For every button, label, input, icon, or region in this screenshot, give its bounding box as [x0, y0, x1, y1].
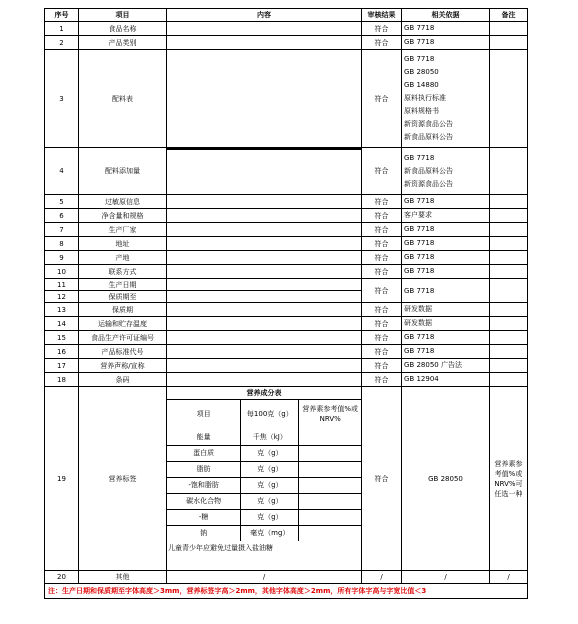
basis-line: GB 28050 广告法	[404, 361, 462, 369]
header-item: 项目	[79, 9, 167, 22]
basis-line: GB 7718	[404, 197, 435, 205]
row-basis	[402, 359, 490, 373]
nutrition-footer: 儿童青少年应避免过量摄入盐油糖	[168, 544, 273, 552]
row-basis	[402, 251, 490, 265]
table-row-11	[45, 279, 528, 291]
row-content	[167, 209, 362, 223]
header-row	[45, 9, 528, 22]
nutrition-row	[167, 477, 361, 493]
nutrition-item-unit: 毫克（mg）	[241, 525, 299, 541]
nutrition-row	[167, 509, 361, 525]
basis-line: GB 7718	[404, 153, 435, 162]
basis-line: 原料执行标准	[404, 94, 446, 102]
row-content	[167, 195, 362, 209]
nutrition-item-name: 碳水化合物	[167, 493, 241, 509]
row-remark	[490, 251, 528, 265]
header-result: 审核结果	[362, 9, 402, 22]
nutrition-col-nrv: 营养素参考值%或NRV%	[299, 399, 361, 429]
row-item: 联系方式	[79, 265, 167, 279]
nutrition-item-nrv	[299, 493, 361, 509]
row-item: 运输和贮存温度	[79, 317, 167, 331]
nutrition-row	[167, 461, 361, 477]
table-row-19	[45, 387, 528, 571]
basis-line: 原料规格书	[404, 107, 439, 115]
row-result: /	[362, 571, 402, 584]
table-row-18	[45, 373, 528, 387]
row-item: 配料表	[79, 50, 167, 148]
basis-line: GB 12904	[404, 375, 439, 383]
table-row-13	[45, 303, 528, 317]
row-remark: /	[490, 571, 528, 584]
nutrition-row	[167, 429, 361, 445]
header-basis: 相关依据	[402, 9, 490, 22]
row-basis	[402, 209, 490, 223]
table-row-4	[45, 148, 528, 195]
row-no: 9	[45, 251, 79, 265]
nutrition-item-unit: 克（g）	[241, 461, 299, 477]
nutrition-item-unit: 克（g）	[241, 477, 299, 493]
row-remark	[490, 237, 528, 251]
nutrition-row	[167, 493, 361, 509]
row-no: 16	[45, 345, 79, 359]
basis-line: GB 14880	[404, 81, 439, 89]
row-content	[167, 22, 362, 36]
review-sheet	[44, 8, 527, 599]
row-item: 产品类别	[79, 36, 167, 50]
note-row	[45, 584, 528, 599]
row-no: 19	[45, 387, 79, 571]
header-remark: 备注	[490, 9, 528, 22]
row-no: 8	[45, 237, 79, 251]
row-result: 符合	[362, 195, 402, 209]
note-text: 注：生产日期和保质期至字体高度＞3mm，营养标签字高＞2mm，其他字体高度＞2mm，所有字体字高与字宽比值＜3	[45, 584, 528, 599]
nutrition-item-name: -糖	[167, 509, 241, 525]
row-result: 符合	[362, 279, 402, 303]
row-remark	[490, 50, 528, 148]
table-row-6	[45, 209, 528, 223]
row-basis	[402, 36, 490, 50]
basis-line: GB 7718	[404, 333, 435, 341]
table-row-5	[45, 195, 528, 209]
basis-line: GB 7718	[404, 38, 435, 46]
row-no: 1	[45, 22, 79, 36]
basis-line: GB 7718	[404, 225, 435, 233]
nutrition-col-item: 项目	[167, 399, 241, 429]
row-item: 条码	[79, 373, 167, 387]
basis-line: 客户要求	[404, 211, 432, 219]
basis-line: GB 7718	[404, 347, 435, 355]
row-content	[167, 223, 362, 237]
row-content	[167, 148, 362, 195]
row-no: 3	[45, 50, 79, 148]
row-content	[167, 345, 362, 359]
row-result: 符合	[362, 387, 402, 571]
row-result: 符合	[362, 359, 402, 373]
basis-line: GB 7718	[404, 24, 435, 32]
basis-line: GB 7718	[404, 267, 435, 275]
row-content	[167, 373, 362, 387]
row-basis: /	[402, 571, 490, 584]
nutrition-item-name: 钠	[167, 525, 241, 541]
row-content	[167, 317, 362, 331]
row-basis	[402, 345, 490, 359]
row-item: 生产日期	[79, 279, 167, 291]
basis-line: GB 7718	[404, 239, 435, 247]
row-content	[167, 50, 362, 148]
table-row-17	[45, 359, 528, 373]
basis-line: GB 7718	[404, 253, 435, 261]
nutrition-item-name: 脂肪	[167, 461, 241, 477]
row-no: 7	[45, 223, 79, 237]
nutrition-title: 营养成分表	[167, 387, 361, 399]
row-content	[167, 359, 362, 373]
nutrition-item-unit: 千焦（kJ）	[241, 429, 299, 445]
table-row-2	[45, 36, 528, 50]
header-content: 内容	[167, 9, 362, 22]
row-item: 营养声称/宣称	[79, 359, 167, 373]
table-row-16	[45, 345, 528, 359]
row-result: 符合	[362, 209, 402, 223]
row-result: 符合	[362, 36, 402, 50]
nutrition-item-nrv	[299, 525, 361, 541]
header-no: 序号	[45, 9, 79, 22]
row-remark	[490, 148, 528, 195]
row-no: 12	[45, 291, 79, 303]
basis-line: 新食品原料公告	[404, 133, 453, 141]
row-item: 生产厂家	[79, 223, 167, 237]
table-row-20	[45, 571, 528, 584]
row-no: 6	[45, 209, 79, 223]
row-result: 符合	[362, 50, 402, 148]
row-remark: 营养素参考值%或NRV%可任选一种	[490, 387, 528, 571]
row-remark	[490, 223, 528, 237]
nutrition-col-per100: 每100克（g）	[241, 399, 299, 429]
nutrition-table	[167, 387, 361, 555]
row-basis: GB 7718	[402, 279, 490, 303]
table-row-8	[45, 237, 528, 251]
row-basis	[402, 148, 490, 195]
row-item: 保质期至	[79, 291, 167, 303]
row-content	[167, 291, 362, 303]
row-no: 20	[45, 571, 79, 584]
row-result: 符合	[362, 237, 402, 251]
row-item: 产品标准代号	[79, 345, 167, 359]
basis-line: 新资源食品公告	[404, 179, 453, 188]
nutrition-row	[167, 525, 361, 541]
row-basis	[402, 237, 490, 251]
basis-line: 新资源食品公告	[404, 120, 453, 128]
row-no: 5	[45, 195, 79, 209]
row-remark	[490, 209, 528, 223]
table-row-15	[45, 331, 528, 345]
row-result: 符合	[362, 223, 402, 237]
row-item: 保质期	[79, 303, 167, 317]
row-item: 食品生产许可证编号	[79, 331, 167, 345]
nutrition-item-nrv	[299, 429, 361, 445]
nutrition-cell	[167, 387, 362, 571]
row-result: 符合	[362, 373, 402, 387]
row-result: 符合	[362, 148, 402, 195]
basis-line: 研发数据	[404, 319, 432, 327]
row-item: 配料添加量	[79, 148, 167, 195]
row-result: 符合	[362, 265, 402, 279]
row-result: 符合	[362, 251, 402, 265]
nutrition-item-name: 能量	[167, 429, 241, 445]
table-row-9	[45, 251, 528, 265]
row-remark	[490, 195, 528, 209]
row-no: 15	[45, 331, 79, 345]
row-content	[167, 279, 362, 291]
row-remark	[490, 359, 528, 373]
row-item: 过敏原信息	[79, 195, 167, 209]
nutrition-item-unit: 克（g）	[241, 509, 299, 525]
row-content	[167, 303, 362, 317]
row-result: 符合	[362, 22, 402, 36]
row-result: 符合	[362, 303, 402, 317]
nutrition-row	[167, 445, 361, 461]
row-remark	[490, 36, 528, 50]
row-basis	[402, 22, 490, 36]
row-no: 10	[45, 265, 79, 279]
table-row-14	[45, 317, 528, 331]
review-table	[44, 8, 528, 599]
row-item: 地址	[79, 237, 167, 251]
row-item: 净含量和规格	[79, 209, 167, 223]
row-basis	[402, 331, 490, 345]
row-no: 18	[45, 373, 79, 387]
row-content: /	[167, 571, 362, 584]
table-row-10	[45, 265, 528, 279]
basis-line: 新食品原料公告	[404, 166, 453, 175]
row-result: 符合	[362, 331, 402, 345]
row-content	[167, 251, 362, 265]
basis-line: 研发数据	[404, 305, 432, 313]
nutrition-item-unit: 克（g）	[241, 493, 299, 509]
row-result: 符合	[362, 317, 402, 331]
row-remark	[490, 265, 528, 279]
table-row-1	[45, 22, 528, 36]
row-basis: GB 28050	[402, 387, 490, 571]
content-subline	[167, 149, 361, 150]
row-remark	[490, 303, 528, 317]
row-basis	[402, 195, 490, 209]
nutrition-item-unit: 克（g）	[241, 445, 299, 461]
row-basis	[402, 317, 490, 331]
row-no: 2	[45, 36, 79, 50]
row-basis	[402, 303, 490, 317]
row-content	[167, 237, 362, 251]
row-no: 13	[45, 303, 79, 317]
row-no: 4	[45, 148, 79, 195]
row-basis	[402, 265, 490, 279]
row-no: 14	[45, 317, 79, 331]
nutrition-item-nrv	[299, 461, 361, 477]
table-row-7	[45, 223, 528, 237]
row-remark	[490, 373, 528, 387]
row-item: 产地	[79, 251, 167, 265]
row-result: 符合	[362, 345, 402, 359]
row-item: 其他	[79, 571, 167, 584]
row-remark	[490, 331, 528, 345]
nutrition-item-nrv	[299, 445, 361, 461]
nutrition-item-nrv	[299, 477, 361, 493]
row-basis	[402, 50, 490, 148]
row-content	[167, 331, 362, 345]
basis-line: GB 28050	[404, 68, 439, 76]
row-no: 11	[45, 279, 79, 291]
row-remark	[490, 279, 528, 303]
row-remark	[490, 22, 528, 36]
row-remark	[490, 345, 528, 359]
content-split	[167, 148, 361, 150]
nutrition-item-nrv	[299, 509, 361, 525]
row-basis	[402, 373, 490, 387]
row-remark	[490, 317, 528, 331]
nutrition-item-name: -饱和脂肪	[167, 477, 241, 493]
nutrition-item-name: 蛋白质	[167, 445, 241, 461]
row-content	[167, 36, 362, 50]
row-item: 食品名称	[79, 22, 167, 36]
row-basis	[402, 223, 490, 237]
basis-line: GB 7718	[404, 55, 435, 63]
row-content	[167, 265, 362, 279]
row-item: 营养标签	[79, 387, 167, 571]
table-row-3	[45, 50, 528, 148]
row-no: 17	[45, 359, 79, 373]
